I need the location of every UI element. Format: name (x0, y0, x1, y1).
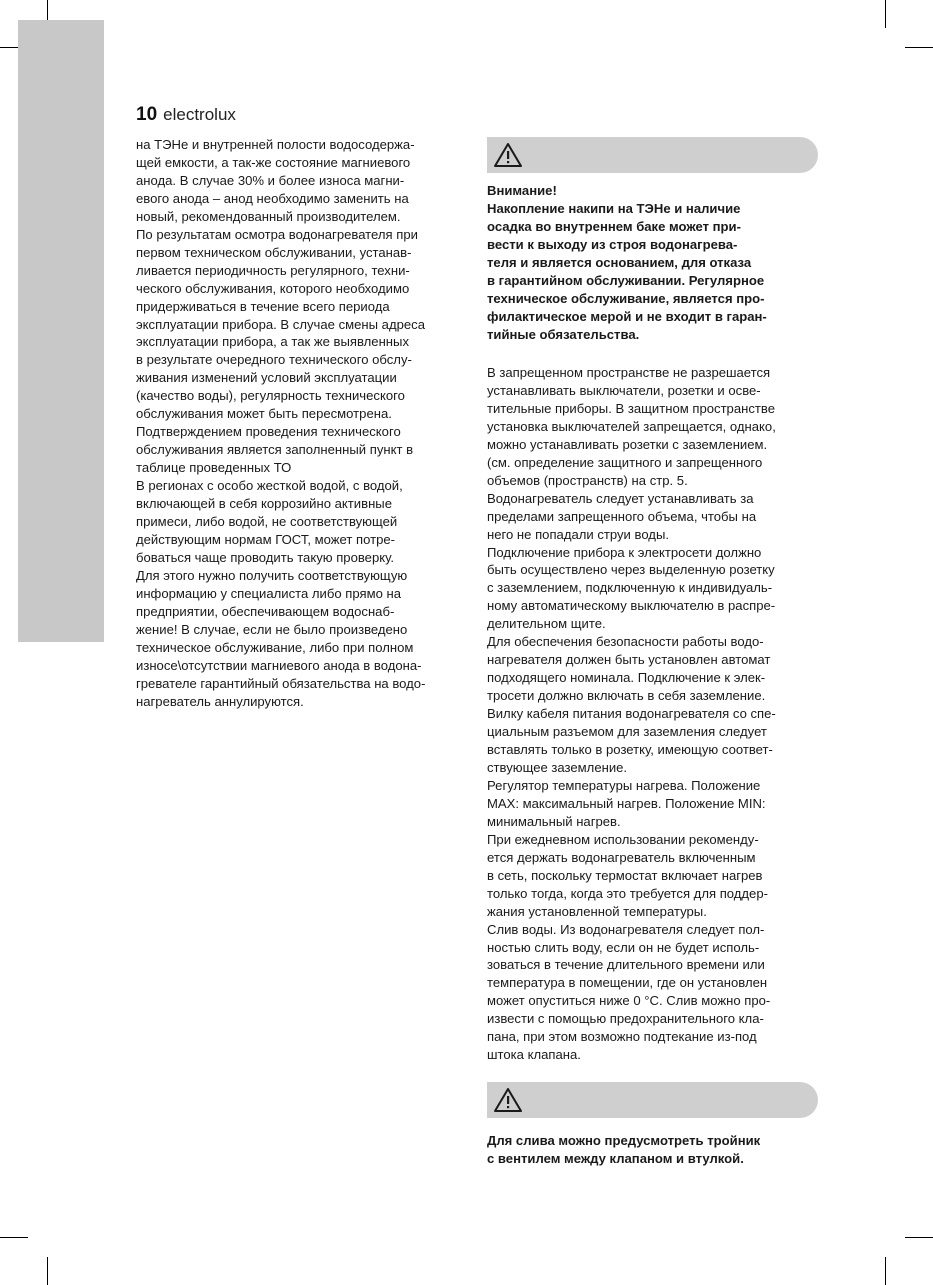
text-line: только тогда, когда это требуется для поддер- (487, 885, 768, 901)
warning-bar (487, 137, 818, 173)
brand-name: electrolux (163, 105, 236, 124)
text-line: быть осуществлено через выделенную розетку (487, 562, 775, 578)
page-header (136, 104, 236, 126)
text-line: В запрещенном пространстве не разрешается (487, 365, 771, 380)
text-line: на ТЭНе и внутренней полости водосодержа- (136, 137, 415, 152)
text-line: новый, рекомендованный производителем. (136, 208, 401, 224)
text-line: включающей в себя коррозийно активные (136, 496, 392, 512)
text-line: эксплуатации прибора, а так же выявленных (136, 334, 409, 350)
text-line: циальным разъемом для заземления следует (487, 724, 767, 740)
text-line: с вентилем между клапаном и втулкой. (487, 1150, 744, 1166)
text-line: температура в помещении, где он установлен (487, 975, 768, 991)
text-line: тросети должно включать в себя заземление. (487, 688, 766, 704)
text-line: техническое обслуживание, является про- (487, 290, 765, 306)
text-line: обслуживания является заполненный пункт в (136, 442, 414, 458)
warning-2-text (487, 1132, 821, 1168)
text-line: вставлять только в розетку, имеющую соответ- (487, 742, 773, 758)
text-line: износе\отсутствии магниевого анода в водона- (136, 657, 422, 673)
text-line: подходящего номинала. Подключение к элек- (487, 670, 766, 686)
text-line: тительные приборы. В защитном пространстве (487, 400, 775, 416)
text-line: гревателе гарантийный обязательства на водо- (136, 675, 426, 691)
text-line: информацию у специалиста либо прямо на (136, 585, 402, 601)
crop-mark (0, 1237, 28, 1238)
text-line: Подключение прибора к электросети должно (487, 544, 762, 560)
text-line: MAX: максимальный нагрев. Положение MIN: (487, 795, 766, 811)
right-column-text (487, 364, 821, 1064)
text-line: в сеть, поскольку термостат включает нагрев (487, 867, 763, 883)
text-line: обслуживания может быть пересмотрена. (136, 406, 392, 422)
text-line: объемов (пространств) на стр. 5. (487, 472, 688, 488)
text-line: ствующее заземление. (487, 759, 628, 775)
text-line: щей емкости, а так-же состояние магниевого (136, 154, 411, 170)
text-line: ческого обслуживания, которого необходимо (136, 280, 410, 296)
text-line: Регулятор температуры нагрева. Положение (487, 777, 761, 793)
text-line: ностью слить воду, если он не будет исполь- (487, 939, 760, 955)
warning-triangle-icon (493, 1087, 523, 1113)
warning-triangle-icon (493, 142, 523, 168)
text-line: При ежедневном использовании рекоменду- (487, 831, 759, 847)
text-line: жания установленной температуры. (487, 903, 707, 919)
text-line: боваться чаще проводить такую проверку. (136, 549, 394, 565)
text-line: пана, при этом возможно подтекание из-под (487, 1029, 757, 1045)
text-line: Водонагреватель следует устанавливать за (487, 490, 754, 506)
text-line: тийные обязательства. (487, 326, 640, 342)
crop-mark (885, 1257, 886, 1285)
text-line: вести к выходу из строя водонагрева- (487, 236, 738, 252)
text-line: примеси, либо водой, не соответствующей (136, 514, 398, 530)
text-line: техническое обслуживание, либо при полном (136, 639, 414, 655)
text-line: Подтверждением проведения технического (136, 424, 401, 440)
text-line: Вилку кабеля питания водонагревателя со спе- (487, 706, 776, 722)
text-line: Слив воды. Из водонагревателя следует пол- (487, 921, 765, 937)
text-line: Внимание! (487, 183, 557, 198)
text-line: ется держать водонагреватель включенным (487, 849, 756, 865)
text-line: установка выключателей запрещается, однако, (487, 418, 776, 434)
text-line: осадка во внутреннем баке может при- (487, 218, 741, 234)
warning-bar (487, 1082, 818, 1118)
text-line: минимальный нагрев. (487, 813, 621, 829)
text-line: живания изменений условий эксплуатации (136, 370, 397, 386)
text-line: ливается периодичность регулярного, техни- (136, 262, 410, 278)
text-line: (см. определение защитного и запрещенного (487, 454, 763, 470)
text-line: Для этого нужно получить соответствующую (136, 567, 408, 583)
crop-mark (905, 47, 933, 48)
page-number: 10 (136, 104, 158, 125)
left-column-text (136, 136, 466, 711)
crop-mark (885, 0, 886, 28)
text-line: предприятии, обеспечивающем водоснаб- (136, 603, 395, 619)
text-line: евого анода – анод необходимо заменить на (136, 190, 409, 206)
text-line: штока клапана. (487, 1047, 581, 1063)
text-line: нагреватель аннулируются. (136, 693, 304, 709)
text-line: Накопление накипи на ТЭНе и наличие (487, 200, 741, 216)
text-line: эксплуатации прибора. В случае смены адреса (136, 316, 425, 332)
text-line: извести с помощью предохранительного кла- (487, 1011, 764, 1027)
text-line: с заземлением, подключенную к индивидуаль- (487, 580, 773, 596)
text-line: Для обеспечения безопасности работы водо- (487, 634, 764, 650)
text-line: (качество воды), регулярность технического (136, 388, 405, 404)
text-line: жение! В случае, если не было произведено (136, 621, 408, 637)
warning-1-text (487, 182, 821, 344)
text-line: теля и является основанием, для отказа (487, 254, 752, 270)
text-line: филактическое мерой и не входит в гаран- (487, 308, 767, 324)
text-line: Для слива можно предусмотреть тройник (487, 1133, 761, 1148)
text-line: В регионах с особо жесткой водой, с водой, (136, 478, 403, 494)
text-line: делительном щите. (487, 616, 606, 632)
text-line: в результате очередного технического обслу- (136, 352, 412, 368)
text-line: анода. В случае 30% и более износа магни- (136, 172, 405, 188)
text-line: может опуститься ниже 0 °C. Слив можно про- (487, 993, 771, 1009)
text-line: По результатам осмотра водонагревателя при (136, 226, 418, 242)
text-line: таблице проведенных ТО (136, 460, 292, 476)
text-line: в гарантийном обслуживании. Регулярное (487, 272, 765, 288)
side-tab (18, 20, 104, 642)
text-line: зоваться в течение длительного времени или (487, 957, 765, 973)
text-line: нагревателя должен быть установлен автомат (487, 652, 771, 668)
text-line: него не попадали струи воды. (487, 526, 670, 542)
text-line: пределами запрещенного объема, чтобы на (487, 508, 757, 524)
crop-mark (905, 1237, 933, 1238)
text-line: придерживаться в течение всего периода (136, 298, 390, 314)
text-line: ному автоматическому выключателю в распре- (487, 598, 776, 614)
text-line: можно устанавливать розетки с заземлением. (487, 436, 768, 452)
crop-mark (47, 1257, 48, 1285)
text-line: действующим нормам ГОСТ, может потре- (136, 531, 396, 547)
text-line: первом техническом обслуживании, устанав- (136, 244, 412, 260)
text-line: устанавливать выключатели, розетки и осве- (487, 382, 761, 398)
